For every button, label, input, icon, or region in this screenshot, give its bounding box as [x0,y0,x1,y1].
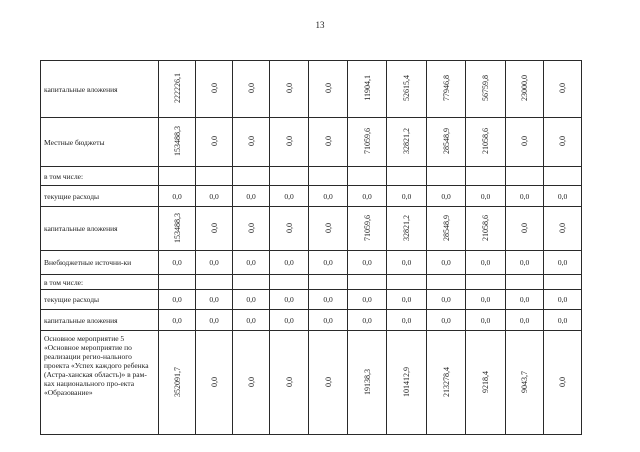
cell-value: 0,0 [209,136,219,146]
value-cell [506,186,544,207]
value-cell [159,61,196,118]
value-cell [309,207,348,251]
value-cell [387,290,427,310]
value-cell [309,331,348,435]
value-cell [466,290,506,310]
cell-value: 52615,4 [402,75,411,101]
value-cell [196,275,233,290]
value-cell [427,207,466,251]
value-cell [233,118,270,167]
cell-value: 153488,3 [172,212,182,243]
value-cell [309,167,348,186]
cell-value: 222226,1 [172,73,182,103]
cell-value: 0,0 [209,222,219,233]
value-cell [196,118,233,167]
value-cell [196,310,233,331]
cell-value: 101412,9 [402,366,411,397]
cell-value: 11904,1 [362,75,372,101]
cell-value: 0,0 [401,295,412,304]
value-cell [196,251,233,275]
value-cell [506,275,544,290]
value-cell [270,251,309,275]
value-cell [544,275,582,290]
cell-value: 0,0 [557,258,568,267]
value-cell [427,167,466,186]
cell-value: 0,0 [246,258,256,267]
value-cell [387,251,427,275]
value-cell [233,275,270,290]
value-cell [506,310,544,331]
cell-value: 0,0 [362,258,372,267]
value-cell [159,251,196,275]
row-label: текущие расходы [41,290,159,310]
value-cell [270,167,309,186]
cell-value: 0,0 [284,136,294,146]
value-cell [506,207,544,251]
cell-value: 0,0 [323,295,333,304]
table-row [41,310,582,331]
value-cell [348,310,387,331]
cell-value: 0,0 [323,258,333,267]
cell-value: 0,0 [323,376,333,387]
value-cell [466,251,506,275]
cell-value: 21058,6 [481,128,490,154]
table-row [41,331,582,435]
value-cell [270,207,309,251]
value-cell [196,61,233,118]
value-cell [348,186,387,207]
value-cell [233,331,270,435]
cell-value: 0,0 [323,83,333,93]
cell-value: 28548,9 [441,128,451,154]
cell-value: 0,0 [441,295,451,304]
value-cell [348,275,387,290]
cell-value: 0,0 [401,191,412,201]
value-cell [427,186,466,207]
row-label: текущие расходы [41,186,159,207]
value-cell [544,207,582,251]
value-cell [233,167,270,186]
cell-value: 71059,6 [362,128,372,154]
value-cell [506,331,544,435]
cell-value: 0,0 [246,136,256,146]
value-cell [466,186,506,207]
cell-value: 0,0 [172,191,182,201]
value-cell [233,310,270,331]
value-cell [348,207,387,251]
value-cell [544,251,582,275]
value-cell [427,118,466,167]
cell-value: 0,0 [558,222,567,233]
row-label: капитальные вложения [41,61,159,118]
cell-value: 0,0 [323,136,333,146]
value-cell [159,275,196,290]
value-cell [270,275,309,290]
cell-value: 0,0 [557,191,568,201]
value-cell [387,61,427,118]
cell-value: 0,0 [284,258,294,267]
cell-value: 0,0 [480,258,491,267]
value-cell [427,331,466,435]
cell-value: 0,0 [520,136,529,146]
value-cell [506,251,544,275]
cell-value: 0,0 [441,258,451,267]
cell-value: 77946,8 [441,75,451,101]
cell-value: 0,0 [284,295,294,304]
cell-value: 0,0 [480,315,491,325]
value-cell [427,310,466,331]
row-label: Местные бюджеты [41,118,159,167]
cell-value: 0,0 [520,222,529,233]
value-cell [270,61,309,118]
table-row [41,251,582,275]
value-cell [427,251,466,275]
cell-value: 0,0 [519,191,530,201]
value-cell [387,186,427,207]
cell-value: 0,0 [209,83,219,93]
value-cell [270,310,309,331]
cell-value: 0,0 [323,191,333,201]
value-cell [309,310,348,331]
value-cell [387,275,427,290]
cell-value: 0,0 [480,191,491,201]
value-cell [159,310,196,331]
value-cell [544,186,582,207]
value-cell [387,167,427,186]
value-cell [466,118,506,167]
value-cell [427,61,466,118]
cell-value: 0,0 [519,258,530,267]
table-row [41,61,582,118]
cell-value: 0,0 [323,222,333,233]
cell-value: 0,0 [246,315,256,325]
value-cell [348,331,387,435]
row-label: в том числе: [41,167,159,186]
cell-value: 0,0 [246,376,256,387]
cell-value: 0,0 [246,222,256,233]
value-cell [544,310,582,331]
cell-value: 0,0 [209,191,219,201]
value-cell [387,207,427,251]
cell-value: 0,0 [284,191,294,201]
cell-value: 0,0 [519,295,530,304]
cell-value: 0,0 [557,315,568,325]
cell-value: 0,0 [284,376,294,387]
value-cell [233,61,270,118]
cell-value: 0,0 [558,83,567,93]
cell-value: 153488,3 [172,126,182,156]
cell-value: 0,0 [284,83,294,93]
value-cell [506,167,544,186]
cell-value: 71059,6 [362,214,372,241]
value-cell [387,331,427,435]
row-label: в том числе: [41,275,159,290]
cell-value: 0,0 [558,136,567,146]
cell-value: 32821,2 [402,128,411,154]
value-cell [506,290,544,310]
value-cell [196,186,233,207]
value-cell [309,251,348,275]
cell-value: 0,0 [519,315,530,325]
value-cell [159,167,196,186]
cell-value: 0,0 [401,315,412,325]
value-cell [506,118,544,167]
value-cell [348,61,387,118]
cell-value: 0,0 [362,295,372,304]
value-cell [233,207,270,251]
value-cell [348,290,387,310]
value-cell [466,331,506,435]
cell-value: 0,0 [557,295,568,304]
cell-value: 19138,3 [362,368,372,395]
value-cell [159,331,196,435]
row-label: Внебюджетные источни-ки [41,251,159,275]
cell-value: 0,0 [172,258,182,267]
cell-value: 0,0 [441,315,451,325]
value-cell [270,186,309,207]
value-cell [233,186,270,207]
value-cell [309,186,348,207]
cell-value: 0,0 [246,83,256,93]
table-row [41,275,582,290]
value-cell [270,118,309,167]
cell-value: 32821,2 [402,214,411,241]
value-cell [544,331,582,435]
cell-value: 213278,4 [441,366,451,397]
value-cell [506,61,544,118]
cell-value: 0,0 [284,315,294,325]
value-cell [196,290,233,310]
cell-value: 0,0 [558,376,567,387]
value-cell [309,290,348,310]
value-cell [466,61,506,118]
value-cell [309,275,348,290]
table-row [41,118,582,167]
value-cell [427,290,466,310]
value-cell [196,331,233,435]
value-cell [270,290,309,310]
value-cell [348,167,387,186]
cell-value: 9043,7 [520,370,529,393]
value-cell [159,118,196,167]
value-cell [348,251,387,275]
cell-value: 0,0 [401,258,412,267]
cell-value: 352091,7 [172,366,182,397]
cell-value: 23000,0 [520,75,529,101]
value-cell [159,290,196,310]
value-cell [544,61,582,118]
table-row [41,167,582,186]
value-cell [427,275,466,290]
cell-value: 0,0 [323,315,333,325]
row-label: капитальные вложения [41,310,159,331]
value-cell [196,167,233,186]
cell-value: 0,0 [246,295,256,304]
cell-value: 56759,8 [481,75,490,101]
cell-value: 0,0 [362,191,372,201]
cell-value: 0,0 [209,295,219,304]
value-cell [196,207,233,251]
cell-value: 0,0 [209,376,219,387]
cell-value: 0,0 [172,295,182,304]
value-cell [159,186,196,207]
value-cell [387,310,427,331]
table-row [41,186,582,207]
cell-value: 0,0 [441,191,451,201]
page-number: 13 [315,20,325,30]
value-cell [387,118,427,167]
row-label: Основное мероприятие 5 «Основное мероприятие по реализации регио-нального проекта «Успех каждого ребенка (Астра-ханская область)» в рам-ках национального про-екта «Образование» [41,331,159,435]
cell-value: 0,0 [362,315,372,325]
value-cell [544,167,582,186]
cell-value: 0,0 [284,222,294,233]
value-cell [544,290,582,310]
value-cell [466,310,506,331]
value-cell [233,251,270,275]
cell-value: 0,0 [209,315,219,325]
row-label: капитальные вложения [41,207,159,251]
value-cell [159,207,196,251]
value-cell [544,118,582,167]
cell-value: 0,0 [480,295,491,304]
cell-value: 9218,4 [481,370,490,393]
value-cell [270,331,309,435]
value-cell [466,275,506,290]
table-row [41,207,582,251]
value-cell [309,61,348,118]
cell-value: 0,0 [209,258,219,267]
cell-value: 21058,6 [481,214,490,241]
value-cell [233,290,270,310]
table-row [41,290,582,310]
cell-value: 0,0 [246,191,256,201]
cell-value: 28548,9 [441,214,451,241]
value-cell [348,118,387,167]
value-cell [466,207,506,251]
budget-table [40,60,582,435]
value-cell [309,118,348,167]
value-cell [466,167,506,186]
cell-value: 0,0 [172,315,182,325]
